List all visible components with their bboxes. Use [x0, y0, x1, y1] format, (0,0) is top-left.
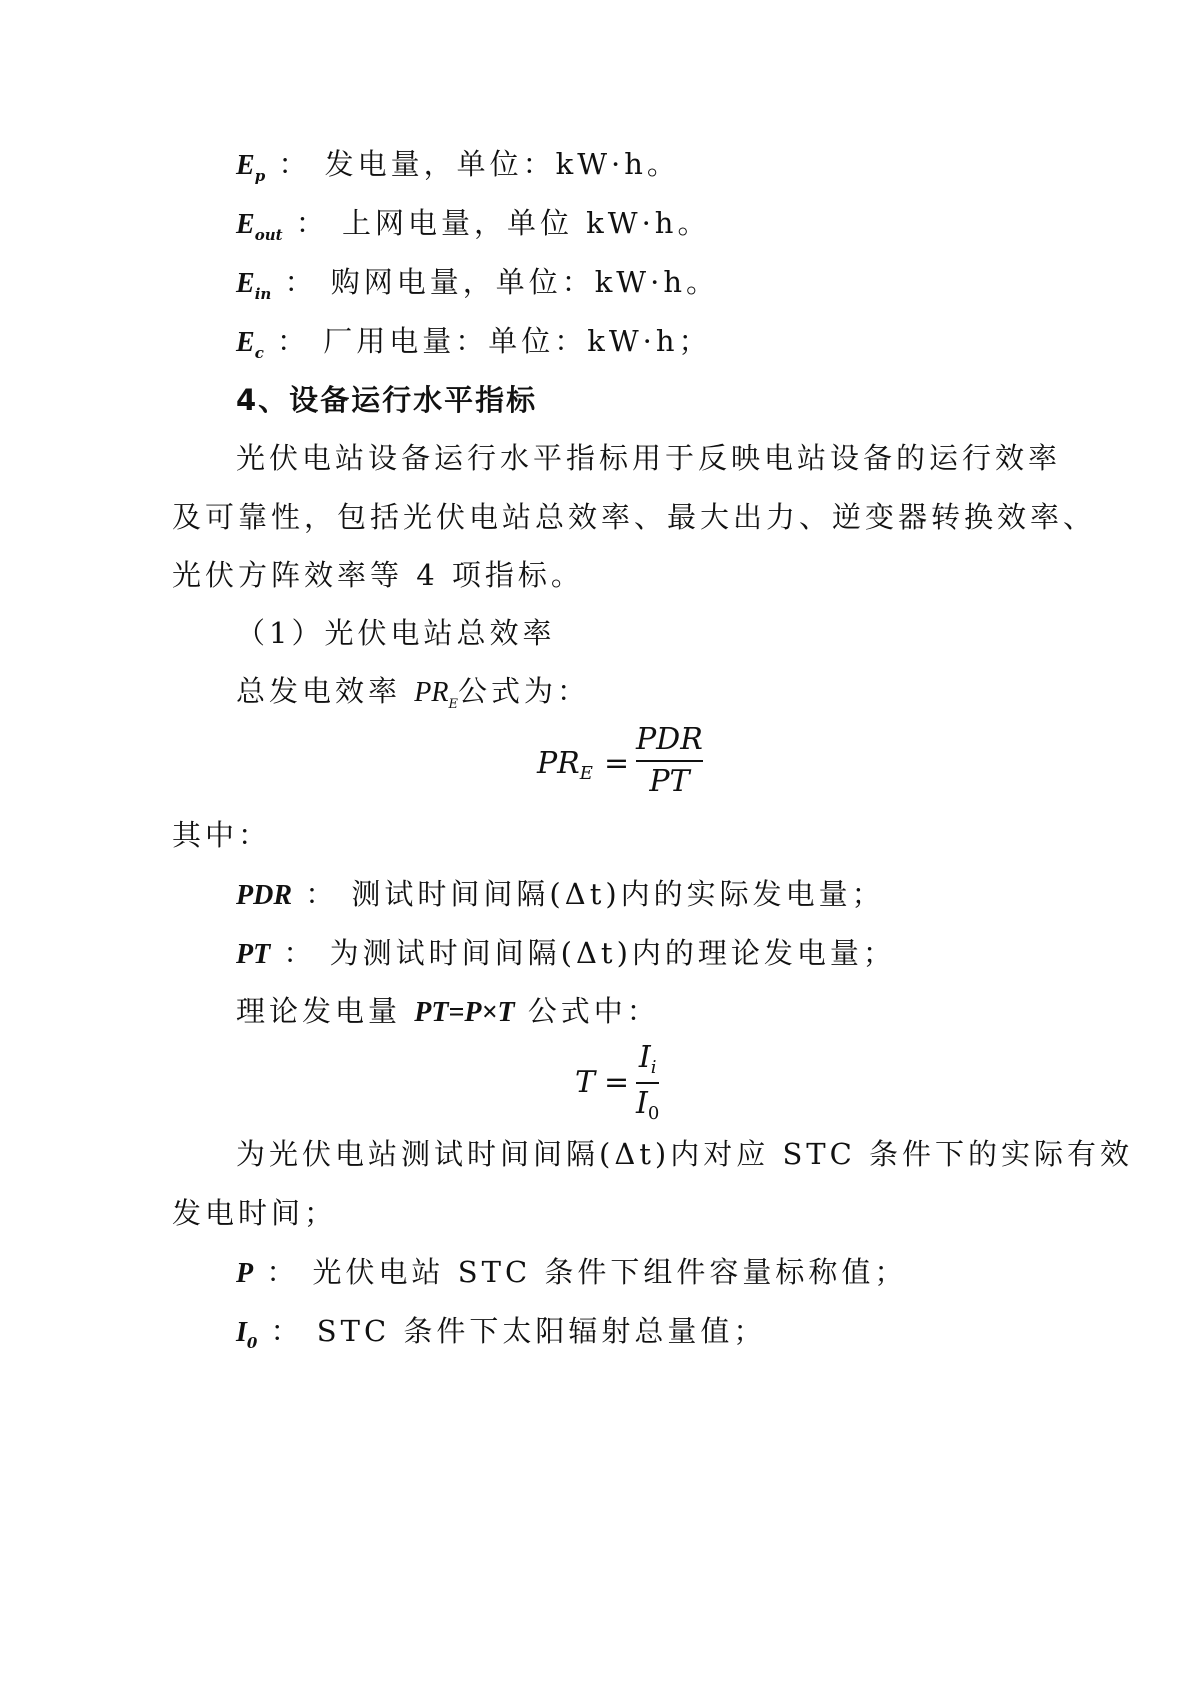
symbol: PT=P×T	[414, 997, 515, 1028]
formula-equals: =	[604, 1065, 630, 1100]
formula-numerator	[639, 1040, 657, 1080]
paragraph-line: 发电时间；	[172, 1196, 338, 1230]
paragraph-line: 光伏电站设备运行水平指标用于反映电站设备的运行效率	[236, 441, 1062, 475]
paragraph-line: 光伏方阵效率等 4 项指标。	[172, 558, 584, 592]
subheading: （1）光伏电站总效率	[236, 616, 556, 650]
symbol: PDR	[236, 880, 292, 911]
theory-formula-line	[0, 991, 1190, 1033]
symbol: E	[236, 209, 255, 240]
def-pdr	[0, 874, 1190, 916]
def-i0	[0, 1311, 1190, 1356]
denominator-symbol: I	[636, 1086, 648, 1121]
symbol-subscript: E	[448, 697, 458, 712]
paragraph-line: 及可靠性，包括光伏电站总效率、最大出力、逆变器转换效率、	[172, 500, 1097, 534]
fraction-bar	[636, 760, 703, 762]
def-eout	[0, 203, 1190, 248]
formula-fraction	[636, 722, 703, 800]
definition-text: ： 厂用电量：单位：kW·h；	[263, 324, 712, 358]
definition-text: ： 购网电量，单位：kW·h。	[271, 265, 720, 299]
formula-numerator: PDR	[636, 722, 703, 757]
definition-text: ： 发电量，单位：kW·h。	[265, 147, 680, 181]
intro-prefix: 总发电效率	[236, 674, 415, 708]
definition-text: ： 为测试时间间隔(Δt)内的理论发电量；	[270, 936, 896, 970]
intro-suffix: 公式为：	[457, 674, 590, 708]
symbol: P	[236, 1258, 254, 1289]
formula-denominator: PT	[649, 764, 690, 799]
where-label: 其中：	[172, 818, 272, 852]
symbol-subscript: c	[254, 344, 264, 362]
def-ec	[0, 321, 1190, 366]
def-ep	[0, 144, 1190, 189]
theory-prefix: 理论发电量	[236, 994, 415, 1028]
def-p	[0, 1252, 1190, 1294]
symbol: I	[236, 1317, 247, 1348]
symbol-subscript: out	[254, 226, 283, 244]
symbol-subscript: 0	[246, 1334, 258, 1352]
definition-text: ： 测试时间间隔(Δt)内的实际发电量；	[292, 877, 885, 911]
formula-equals: =	[604, 746, 630, 781]
symbol: PT	[236, 939, 271, 970]
def-ein	[0, 262, 1190, 307]
numerator-symbol: I	[638, 1040, 651, 1075]
definition-text: ： 上网电量，单位 kW·h。	[282, 206, 711, 240]
denominator-subscript: 0	[647, 1103, 660, 1124]
theory-suffix: 公式中：	[514, 994, 660, 1028]
formula-denominator	[636, 1086, 659, 1126]
paragraph-line: 为光伏电站测试时间间隔(Δt)内对应 STC 条件下的实际有效	[236, 1137, 1134, 1171]
symbol: E	[236, 327, 255, 358]
definition-text: ： 光伏电站 STC 条件下组件容量标称值；	[253, 1255, 908, 1289]
symbol: PR	[414, 677, 449, 708]
formula-fraction	[636, 1040, 659, 1126]
formula-lhs	[537, 746, 593, 784]
symbol: E	[236, 150, 255, 181]
symbol: E	[236, 268, 255, 299]
formula-lhs-subscript: E	[579, 763, 593, 784]
def-pt	[0, 933, 1190, 975]
section-heading: 4、设备运行水平指标	[236, 383, 538, 417]
definition-text: ： STC 条件下太阳辐射总量值；	[257, 1314, 767, 1348]
formula-lhs-symbol: PR	[537, 746, 580, 781]
formula-intro	[0, 671, 1190, 718]
fraction-bar	[636, 1082, 659, 1084]
symbol-subscript: p	[254, 167, 266, 185]
formula-lhs: T	[575, 1065, 596, 1100]
numerator-subscript: i	[650, 1057, 657, 1078]
symbol-subscript: in	[254, 285, 272, 303]
